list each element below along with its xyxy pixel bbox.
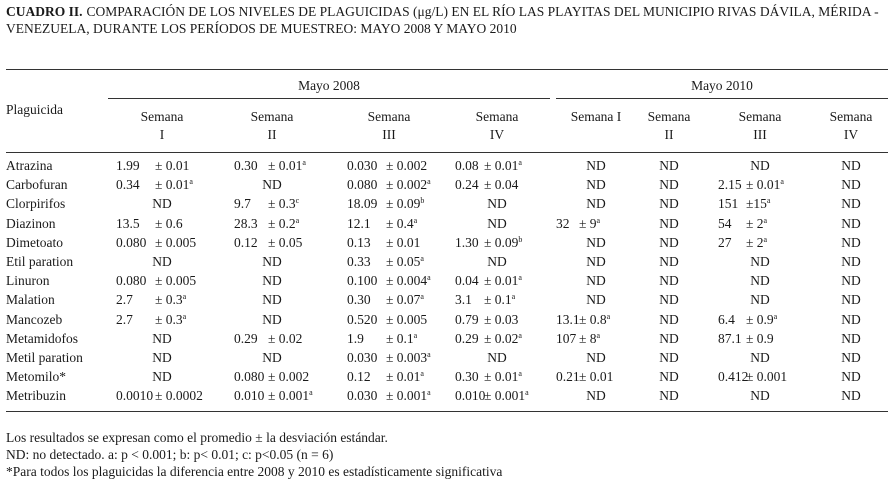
table-caption	[6, 3, 886, 37]
significance-superscript: a	[182, 311, 187, 321]
cell-sd: ± 0.01	[155, 158, 190, 173]
cell-sd: ± 0.09$^b$	[386, 196, 425, 212]
cell-mean: 0.080	[234, 369, 265, 385]
significance-superscript: a	[773, 311, 778, 321]
rule-2010	[556, 98, 888, 99]
cell-nd: ND	[659, 177, 679, 193]
cell-nd: ND	[841, 215, 861, 231]
cell-nd: ND	[841, 330, 861, 346]
significance-superscript: c	[295, 196, 300, 206]
note-significance: ND: no detectado. a: p < 0.001; b: p< 0.01; c: p<0.05 (n = 6)	[6, 447, 334, 462]
pesticide-name: Metribuzin	[6, 388, 66, 404]
pesticide-name: Mancozeb	[6, 311, 63, 327]
cell-mean: 54	[718, 215, 732, 231]
significance-superscript: a	[427, 350, 431, 359]
cell-sd: ± 0.0002	[155, 388, 203, 404]
significance-superscript: a	[182, 292, 187, 302]
cell-nd: ND	[841, 369, 861, 385]
header-rule	[6, 152, 888, 153]
significance-superscript: a	[763, 234, 768, 244]
cell-mean: 27	[718, 234, 732, 250]
significance-superscript: a	[427, 273, 431, 283]
cell-nd: ND	[841, 273, 861, 289]
significance-superscript: a	[518, 330, 522, 340]
pesticide-name: Diazinon	[6, 215, 56, 231]
cell-mean: 0.33	[347, 254, 371, 269]
cell-sd: ± 0.002$^a$	[386, 177, 431, 193]
pesticide-name: Metamidofos	[6, 330, 78, 346]
significance-superscript: a	[413, 330, 418, 340]
cell-sd: ± 0.005	[386, 311, 428, 327]
week-header-word-3: Semana	[367, 109, 411, 124]
cell-mean: 0.100	[347, 273, 378, 289]
cell-mean: 13.1	[556, 311, 580, 327]
significance-superscript: a	[427, 177, 431, 187]
cell-sd: ± 0.2$^a$	[268, 215, 300, 231]
cell-sd: ± 0.004$^a$	[386, 273, 431, 289]
cell-mean: 0.030	[347, 350, 378, 365]
cell-sd: ± 0.02	[268, 330, 303, 346]
cell-mean: 2.7	[116, 311, 133, 327]
cell-nd: ND	[152, 254, 172, 269]
cell-nd: ND	[659, 388, 679, 404]
cell-nd: ND	[750, 254, 770, 269]
cell-nd: ND	[659, 158, 679, 173]
cell-mean: 0.520	[347, 311, 378, 327]
week-header-word-2: Semana	[250, 109, 294, 124]
cell-mean: 0.12	[234, 234, 258, 250]
pesticide-name: Metomilo*	[6, 369, 66, 385]
cell-nd: ND	[586, 254, 606, 269]
cell-mean: 0.29	[234, 330, 258, 346]
cell-nd: ND	[659, 215, 679, 231]
cell-mean: 107	[556, 330, 577, 346]
cell-nd: ND	[152, 369, 172, 385]
significance-superscript: a	[518, 158, 522, 167]
cell-sd: ± 0.01$^a$	[155, 177, 193, 193]
cell-sd: ± 0.01$^a$	[484, 369, 522, 385]
pesticide-name: Clorpirifos	[6, 196, 66, 212]
significance-superscript: a	[596, 330, 601, 340]
cell-sd: ± 0.9	[746, 330, 774, 346]
week-header-numeral-4: IV	[489, 127, 505, 142]
cell-nd: ND	[841, 177, 861, 193]
cell-sd: ± 0.005	[155, 273, 197, 289]
significance-superscript: a	[189, 177, 193, 187]
cell-sd: ± 0.1$^a$	[484, 292, 516, 308]
week-header-word-1: Semana	[140, 109, 184, 124]
week-header-word-8: Semana	[829, 109, 873, 124]
cell-nd: ND	[152, 330, 172, 346]
pesticide-name: Etil paration	[6, 254, 74, 269]
cell-mean: 0.0010	[116, 388, 154, 404]
significance-superscript: a	[309, 388, 313, 398]
cell-sd: ± 0.4$^a$	[386, 215, 418, 231]
cell-nd: ND	[586, 292, 606, 308]
cell-nd: ND	[487, 196, 507, 212]
header-period-2008: Mayo 2008	[298, 78, 360, 93]
cell-mean: 9.7	[234, 196, 251, 212]
cell-nd: ND	[659, 196, 679, 212]
cell-sd: ± 0.002	[268, 369, 310, 385]
significance-superscript: a	[606, 311, 611, 321]
significance-superscript: a	[511, 292, 516, 302]
cell-mean: 0.12	[347, 369, 371, 385]
cell-sd: ± 0.01$^a$	[484, 158, 522, 173]
week-header-numeral-7: III	[753, 127, 767, 142]
significance-superscript: b	[420, 196, 425, 206]
cell-mean: 0.30	[347, 292, 371, 308]
cell-nd: ND	[262, 350, 282, 365]
cell-mean: 3.1	[455, 292, 472, 308]
week-header-numeral-8: IV	[843, 127, 859, 142]
cell-mean: 0.29	[455, 330, 479, 346]
cell-sd: ± 0.6	[155, 215, 183, 231]
rule-2008	[108, 98, 550, 99]
note-asterisk: *Para todos los plaguicidas la diferencia entre 2008 y 2010 es estadísticamente significativa	[6, 464, 503, 479]
significance-superscript: a	[420, 369, 424, 379]
cell-nd: ND	[750, 388, 770, 404]
cell-sd: ± 0.9$^a$	[746, 311, 778, 327]
significance-superscript: a	[763, 215, 768, 225]
cell-sd: ± 0.04	[484, 177, 519, 193]
cell-nd: ND	[586, 177, 606, 193]
cell-nd: ND	[659, 234, 679, 250]
pesticide-name: Atrazina	[6, 158, 53, 173]
cell-nd: ND	[586, 350, 606, 365]
cell-nd: ND	[487, 215, 507, 231]
cell-sd: ± 0.01$^a$	[746, 177, 784, 193]
cell-sd: ± 0.01$^a$	[484, 273, 522, 289]
cell-mean: 0.080	[347, 177, 378, 193]
cell-mean: 13.5	[116, 215, 140, 231]
cell-sd: ± 0.1$^a$	[386, 330, 418, 346]
caption-text: COMPARACIÓN DE LOS NIVELES DE PLAGUICIDAS (μg/L) EN EL RÍO LAS PLAYITAS DEL MUNICIPIO RIVAS DÁVILA, MÉRIDA - VENEZUELA, DURANTE LOS PERÍODOS DE MUESTREO: MAYO 2008 Y MAYO 2010	[6, 4, 879, 36]
cell-nd: ND	[659, 369, 679, 385]
week-header-word-7: Semana	[738, 109, 782, 124]
significance-superscript: a	[420, 254, 424, 263]
cell-mean: 0.13	[347, 234, 371, 250]
cell-mean: 0.080	[116, 273, 147, 289]
cell-mean: 0.34	[116, 177, 140, 193]
cell-sd: ± 0.001	[746, 369, 788, 385]
cell-mean: 1.99	[116, 158, 140, 173]
cell-mean: 12.1	[347, 215, 371, 231]
cell-mean: 0.30	[234, 158, 258, 173]
cell-nd: ND	[659, 292, 679, 308]
cell-sd: ± 0.001$^a$	[268, 388, 313, 404]
cell-nd: ND	[659, 254, 679, 269]
cell-nd: ND	[659, 311, 679, 327]
cell-nd: ND	[659, 273, 679, 289]
cell-mean: 28.3	[234, 215, 258, 231]
cell-mean: 18.09	[347, 196, 378, 212]
cell-sd: ± $2^a$	[746, 234, 768, 250]
pesticide-name: Linuron	[6, 273, 50, 289]
cell-sd: ± 0.01$^a$	[268, 158, 306, 173]
significance-superscript: a	[518, 369, 522, 379]
significance-superscript: a	[302, 158, 306, 167]
pesticide-name: Carbofuran	[6, 177, 68, 193]
cell-nd: ND	[750, 273, 770, 289]
body-rule	[6, 411, 888, 412]
cell-mean: 0.030	[347, 388, 378, 404]
cell-sd: ± 0.001$^a$	[484, 388, 529, 404]
cell-nd: ND	[262, 311, 282, 327]
cell-mean: 0.30	[455, 369, 479, 385]
cell-nd: ND	[659, 350, 679, 365]
significance-superscript: a	[780, 177, 784, 187]
cell-nd: ND	[586, 273, 606, 289]
cell-mean: 32	[556, 215, 570, 231]
cell-sd: ± 0.3$^a$	[155, 292, 187, 308]
cell-mean: 0.08	[455, 158, 479, 173]
cell-sd: ± 0.07$^a$	[386, 292, 424, 308]
cell-mean: 151	[718, 196, 739, 212]
pesticide-name: Malation	[6, 292, 55, 308]
significance-superscript: a	[427, 388, 431, 398]
cell-mean: 0.04	[455, 273, 479, 289]
cell-sd: $\pm 15^a$	[746, 196, 771, 212]
caption-label: CUADRO II.	[6, 4, 83, 19]
cell-sd: ± 0.05$^a$	[386, 254, 424, 269]
week-header-numeral-6: II	[664, 127, 674, 142]
cell-nd: ND	[262, 177, 282, 193]
cell-nd: ND	[841, 350, 861, 365]
significance-superscript: a	[413, 215, 418, 225]
cell-mean: 0.080	[116, 234, 147, 250]
cell-sd: ± 0.09$^b$	[484, 234, 523, 250]
cell-sd: ± 0.3$^c$	[268, 196, 300, 212]
cell-nd: ND	[152, 350, 172, 365]
cell-sd: ± 0.8$^a$	[579, 311, 611, 327]
cell-nd: ND	[586, 234, 606, 250]
cell-sd: ± 0.05	[268, 234, 303, 250]
cell-nd: ND	[841, 158, 861, 173]
cell-mean: 0.030	[347, 158, 378, 173]
cell-sd: ± 0.01	[386, 234, 421, 250]
cell-sd: ± $8^a$	[579, 330, 601, 346]
cell-mean: 87.1	[718, 330, 742, 346]
cell-nd: ND	[659, 330, 679, 346]
cell-nd: ND	[841, 292, 861, 308]
week-header-2010-1: Semana I	[570, 109, 622, 124]
cell-nd: ND	[586, 158, 606, 173]
cell-nd: ND	[750, 350, 770, 365]
week-header-numeral-2: II	[267, 127, 277, 142]
cell-mean: 0.412	[718, 369, 749, 385]
cell-nd: ND	[750, 158, 770, 173]
cell-nd: ND	[487, 254, 507, 269]
cell-nd: ND	[487, 350, 507, 365]
cell-mean: 1.30	[455, 234, 479, 250]
cell-mean: 0.21	[556, 369, 580, 385]
significance-superscript: a	[295, 215, 300, 225]
cell-nd: ND	[841, 311, 861, 327]
cell-nd: ND	[586, 388, 606, 404]
significance-superscript: a	[766, 196, 771, 206]
cell-nd: ND	[262, 254, 282, 269]
cell-mean: 0.010	[455, 388, 486, 404]
pesticide-name: Metil paration	[6, 350, 83, 365]
cell-nd: ND	[750, 292, 770, 308]
week-header-numeral-3: III	[382, 127, 396, 142]
cell-mean: 2.15	[718, 177, 742, 193]
top-rule	[6, 69, 888, 70]
significance-superscript: a	[420, 292, 424, 302]
header-period-2010: Mayo 2010	[691, 78, 753, 93]
cell-nd: ND	[841, 388, 861, 404]
significance-superscript: b	[518, 234, 523, 244]
cell-sd: ± 0.3$^a$	[155, 311, 187, 327]
pesticide-name: Dimetoato	[6, 234, 63, 250]
cell-sd: ± 0.003$^a$	[386, 350, 431, 365]
significance-superscript: a	[525, 388, 529, 398]
cell-sd: ± 0.03	[484, 311, 519, 327]
cell-sd: ± 0.002	[386, 158, 428, 173]
cell-nd: ND	[841, 254, 861, 269]
cell-sd: ± 0.01$^a$	[386, 369, 424, 385]
cell-mean: 6.4	[718, 311, 735, 327]
significance-superscript: a	[518, 273, 522, 283]
cell-sd: ± $9^a$	[579, 215, 601, 231]
cell-mean: 0.010	[234, 388, 265, 404]
week-header-word-4: Semana	[475, 109, 519, 124]
cell-nd: ND	[841, 196, 861, 212]
cell-mean: 2.7	[116, 292, 133, 308]
cell-sd: ± 0.001$^a$	[386, 388, 431, 404]
significance-superscript: a	[596, 215, 601, 225]
cell-nd: ND	[841, 234, 861, 250]
cell-sd: ± 0.02$^a$	[484, 330, 522, 346]
cell-nd: ND	[152, 196, 172, 212]
week-header-word-6: Semana	[647, 109, 691, 124]
cell-nd: ND	[262, 292, 282, 308]
cell-nd: ND	[586, 196, 606, 212]
header-plaguicida: Plaguicida	[6, 102, 63, 117]
cell-nd: ND	[262, 273, 282, 289]
cell-sd: ± $2^a$	[746, 215, 768, 231]
cell-sd: ± 0.01	[579, 369, 614, 385]
cell-mean: 0.24	[455, 177, 479, 193]
week-header-numeral-1: I	[159, 127, 165, 142]
note-results: Los resultados se expresan como el promedio ± la desviación estándar.	[6, 430, 388, 445]
cell-mean: 1.9	[347, 330, 364, 346]
cell-sd: ± 0.005	[155, 234, 197, 250]
cell-mean: 0.79	[455, 311, 479, 327]
